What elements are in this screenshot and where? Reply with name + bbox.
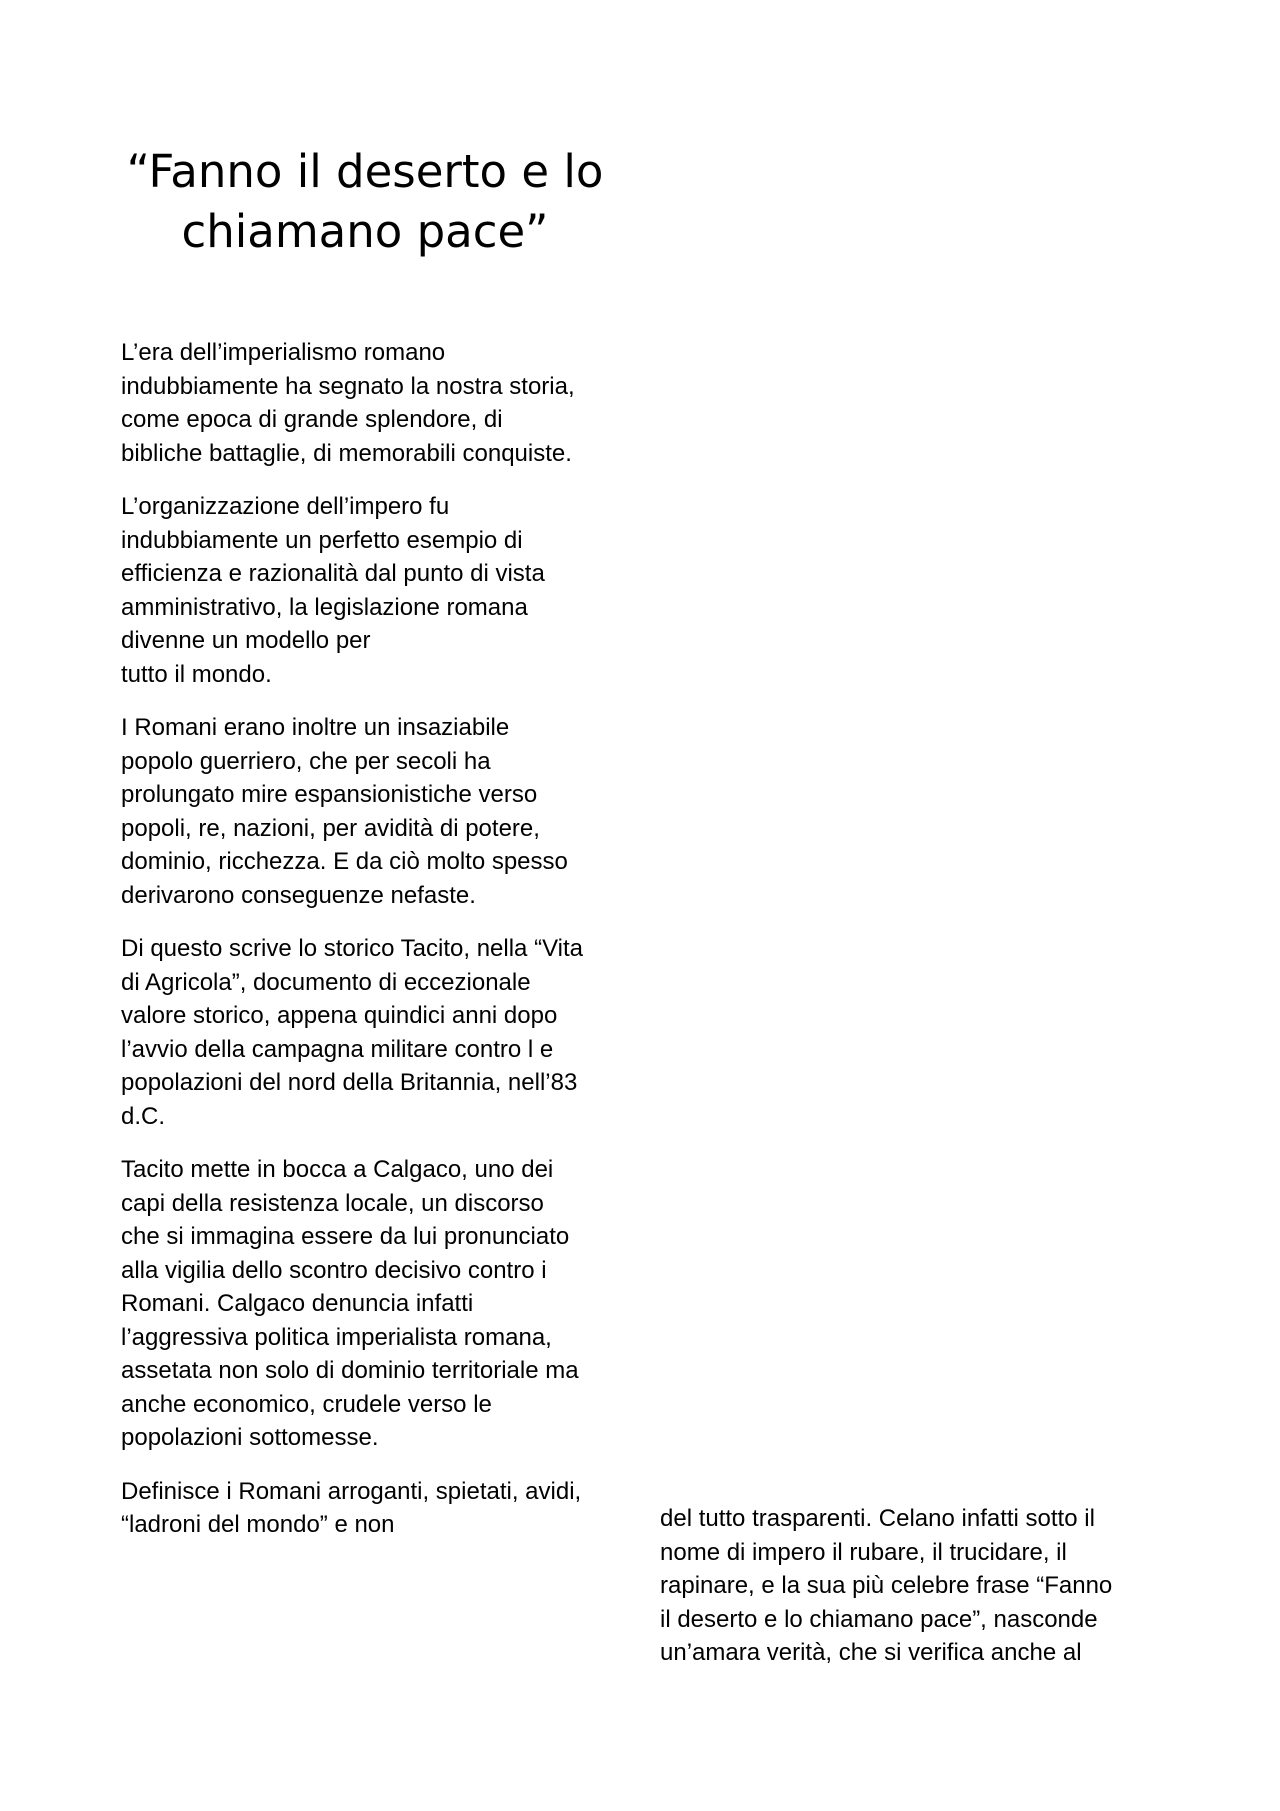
text-line: I Romani erano inoltre un insaziabile [121,714,510,741]
text-line: “ladroni del mondo” e non [121,1511,395,1538]
text-line: di Agricola”, documento di eccezionale [121,968,531,996]
paragraph-5 [121,1153,641,1455]
text-line: amministrativo, la legislazione romana [121,593,528,621]
title-line: chiamano pace” [181,205,549,258]
paragraph-6 [121,1475,641,1542]
text-line: Tacito mette in bocca a Calgaco, uno dei [121,1156,554,1183]
text-line: assetata non solo di dominio territoriale ma [121,1357,579,1384]
text-line: Definisce i Romani arroganti, spietati, avidi, [121,1477,582,1505]
text-line: bibliche battaglie, di memorabili conquiste. [121,439,572,467]
text-line: popoli, re, nazioni, per avidità di potere, [121,814,540,842]
text-line: popolazioni del nord della Britannia, nell’83 [121,1069,578,1096]
paragraph-2 [121,490,641,691]
left-column [121,336,641,1562]
text-line: divenne un modello per [121,627,371,654]
text-line: nome di impero il rubare, il trucidare, il [660,1538,1067,1566]
text-line: come epoca di grande splendore, di [121,406,503,433]
text-line: Di questo scrive lo storico Tacito, nella “Vita [121,935,583,962]
text-line: capi della resistenza locale, un discorso [121,1189,544,1217]
text-line: indubbiamente ha segnato la nostra storia, [121,372,575,400]
right-column [660,1502,1180,1670]
text-line: d.C. [121,1102,166,1130]
text-line: L’era dell’imperialismo romano [121,339,446,366]
text-line: l’aggressiva politica imperialista romana, [121,1323,552,1351]
text-line: derivarono conseguenze nefaste. [121,881,476,909]
text-line: che si immagina essere da lui pronunciato [121,1223,570,1250]
text-line: anche economico, crudele verso le [121,1390,492,1418]
text-line: valore storico, appena quindici anni dopo [121,1002,558,1029]
text-line: un’amara verità, che si verifica anche al [660,1639,1082,1666]
text-line: popolo guerriero, che per secoli ha [121,747,491,775]
text-line: efficienza e razionalità dal punto di vista [121,560,545,587]
text-line: alla vigilia dello scontro decisivo contro i [121,1256,547,1284]
paragraph-1 [121,336,641,470]
paragraph-3 [121,711,641,912]
text-line: dominio, ricchezza. E da ciò molto spesso [121,848,568,875]
text-line: Romani. Calgaco denuncia infatti [121,1290,474,1317]
text-line: del tutto trasparenti. Celano infatti sotto il [660,1505,1095,1532]
text-line: popolazioni sottomesse. [121,1424,379,1451]
text-line: l’avvio della campagna militare contro l e [121,1035,554,1063]
text-line: il deserto e lo chiamano pace”, nasconde [660,1605,1098,1633]
paragraph-4 [121,932,641,1133]
text-line: tutto il mondo. [121,660,272,688]
text-line: L’organizzazione dell’impero fu [121,493,450,520]
text-line: rapinare, e la sua più celebre frase “Fanno [660,1572,1113,1599]
text-line: indubbiamente un perfetto esempio di [121,526,523,554]
text-line: prolungato mire espansionistiche verso [121,781,538,808]
document-title [110,142,620,262]
title-line: “Fanno il deserto e lo [126,145,604,198]
